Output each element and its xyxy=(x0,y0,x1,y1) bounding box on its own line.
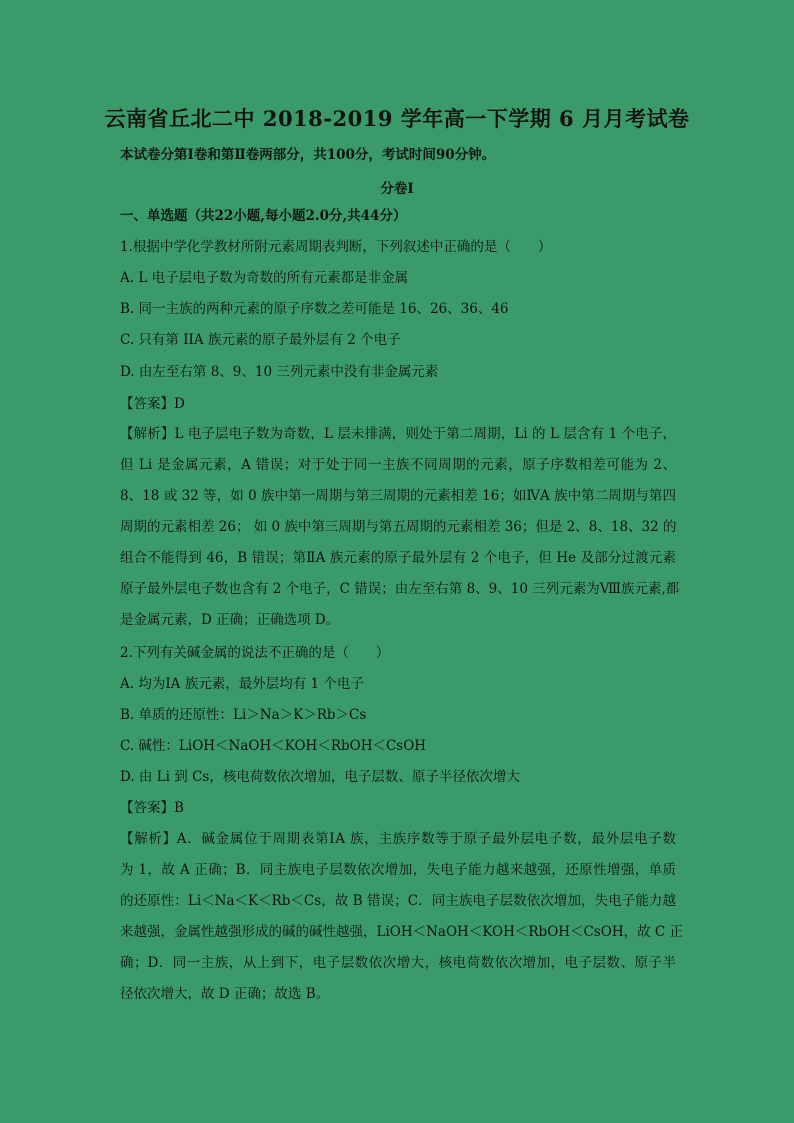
q1-option-c: C. 只有第 IIA 族元素的原子最外层有 2 个电子 xyxy=(120,332,401,348)
q1-analysis-line: 组合不能得到 46，B 错误；第ⅡA 族元素的原子最外层有 2 个电子，但 He 及部分过渡元素 xyxy=(120,550,676,566)
q2-option-a: A. 均为ⅠA 族元素，最外层均有 1 个电子 xyxy=(120,676,364,692)
q1-analysis-line: 是金属元素，D 正确；正确选项 D。 xyxy=(120,612,340,628)
q1-stem: 1.根据中学化学教材所附元素周期表判断，下列叙述中正确的是（ ） xyxy=(120,239,552,255)
q2-option-b: B. 单质的还原性：Li＞Na＞K＞Rb＞Cs xyxy=(120,707,367,723)
q1-option-a: A. L 电子层电子数为奇数的所有元素都是非金属 xyxy=(120,270,409,286)
q2-analysis-line: 来越强，金属性越强形成的碱的碱性越强，LiOH＜NaOH＜KOH＜RbOH＜CsOH，故 C 正 xyxy=(120,924,684,940)
part-heading: 一、单选题（共22小题,每小题2.0分,共44分） xyxy=(120,208,407,224)
q2-analysis xyxy=(120,824,684,1010)
q2-stem: 2.下列有关碱金属的说法不正确的是（ ） xyxy=(120,645,390,661)
q1-option-b: B. 同一主族的两种元素的原子序数之差可能是 16、26、36、46 xyxy=(120,301,509,317)
q1-analysis xyxy=(120,419,680,636)
q1-analysis-line: 周期的元素相差 26； 如 0 族中第三周期与第五周期的元素相差 36；但是 2、8、18、32 的 xyxy=(120,519,677,535)
q2-analysis-line: 确；D．同一主族，从上到下，电子层数依次增大，核电荷数依次增加，电子层数、原子半 xyxy=(120,955,676,971)
q1-answer: 【答案】D xyxy=(120,396,185,412)
q2-option-d: D. 由 Li 到 Cs，核电荷数依次增加，电子层数、原子半径依次增大 xyxy=(120,769,520,785)
exam-intro: 本试卷分第Ⅰ卷和第Ⅱ卷两部分，共100分，考试时间90分钟。 xyxy=(120,147,496,163)
section-label: 分卷I xyxy=(380,181,414,197)
q2-answer: 【答案】B xyxy=(120,800,184,816)
q1-option-d: D. 由左至右第 8、9、10 三列元素中没有非金属元素 xyxy=(120,364,439,380)
exam-title: 云南省丘北二中 2018-2019 学年高一下学期 6 月月考试卷 xyxy=(104,106,690,131)
q2-option-c: C. 碱性：LiOH＜NaOH＜KOH＜RbOH＜CsOH xyxy=(120,738,427,754)
q1-analysis-line: 但 Li 是金属元素，A 错误；对于处于同一主族不同周期的元素，原子序数相差可能为 2、 xyxy=(120,457,676,473)
q2-analysis-line: 为 1，故 A 正确；B．同主族电子层数依次增加，失电子能力越来越强，还原性增强，单质 xyxy=(120,862,676,878)
q1-analysis-line: 原子最外层电子数也含有 2 个电子，C 错误；由左至右第 8、9、10 三列元素为Ⅷ族元素,都 xyxy=(120,581,680,597)
q2-analysis-line: 的还原性：Li＜Na＜K＜Rb＜Cs，故 B 错误；C．同主族电子层数依次增加，失电子能力越 xyxy=(120,893,676,909)
q2-analysis-line: 径依次增大，故 D 正确；故选 B。 xyxy=(120,986,330,1002)
q2-analysis-line: 【解析】A．碱金属位于周期表第ⅠA 族，主族序数等于原子最外层电子数，最外层电子数 xyxy=(120,831,676,847)
q1-analysis-line: 【解析】L 电子层电子数为奇数，L 层未排满，则处于第二周期，Li 的 L 层含有 1 个电子， xyxy=(120,426,676,442)
q1-analysis-line: 8、18 或 32 等，如 0 族中第一周期与第三周期的元素相差 16；如ⅣA 族中第二周期与第四 xyxy=(120,488,676,504)
